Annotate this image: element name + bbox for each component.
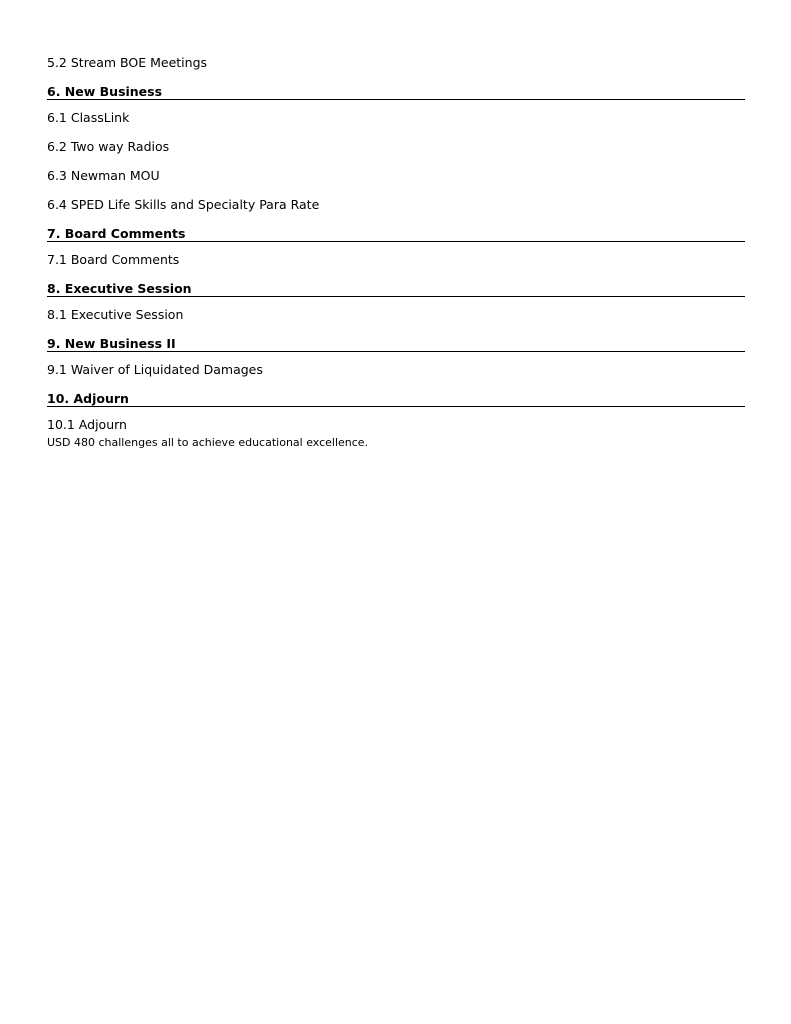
agenda-item-10-1: 10.1 Adjourn: [47, 417, 127, 432]
section-heading-9: 9. New Business II: [47, 336, 745, 352]
agenda-item-6-4: 6.4 SPED Life Skills and Specialty Para Rate: [47, 197, 320, 212]
agenda-item-5-2: 5.2 Stream BOE Meetings: [47, 55, 208, 70]
district-motto: USD 480 challenges all to achieve educational excellence.: [47, 436, 369, 449]
section-heading-7: 7. Board Comments: [47, 226, 745, 242]
section-heading-8: 8. Executive Session: [47, 281, 745, 297]
agenda-item-8-1: 8.1 Executive Session: [47, 307, 184, 322]
agenda-content: [47, 55, 745, 450]
agenda-item-6-3: 6.3 Newman MOU: [47, 168, 160, 183]
section-heading-6: 6. New Business: [47, 84, 745, 100]
section-heading-10: 10. Adjourn: [47, 391, 745, 407]
agenda-item-6-2: 6.2 Two way Radios: [47, 139, 170, 154]
agenda-item-9-1: 9.1 Waiver of Liquidated Damages: [47, 362, 263, 377]
agenda-item-7-1: 7.1 Board Comments: [47, 252, 180, 267]
agenda-item-6-1: 6.1 ClassLink: [47, 110, 130, 125]
